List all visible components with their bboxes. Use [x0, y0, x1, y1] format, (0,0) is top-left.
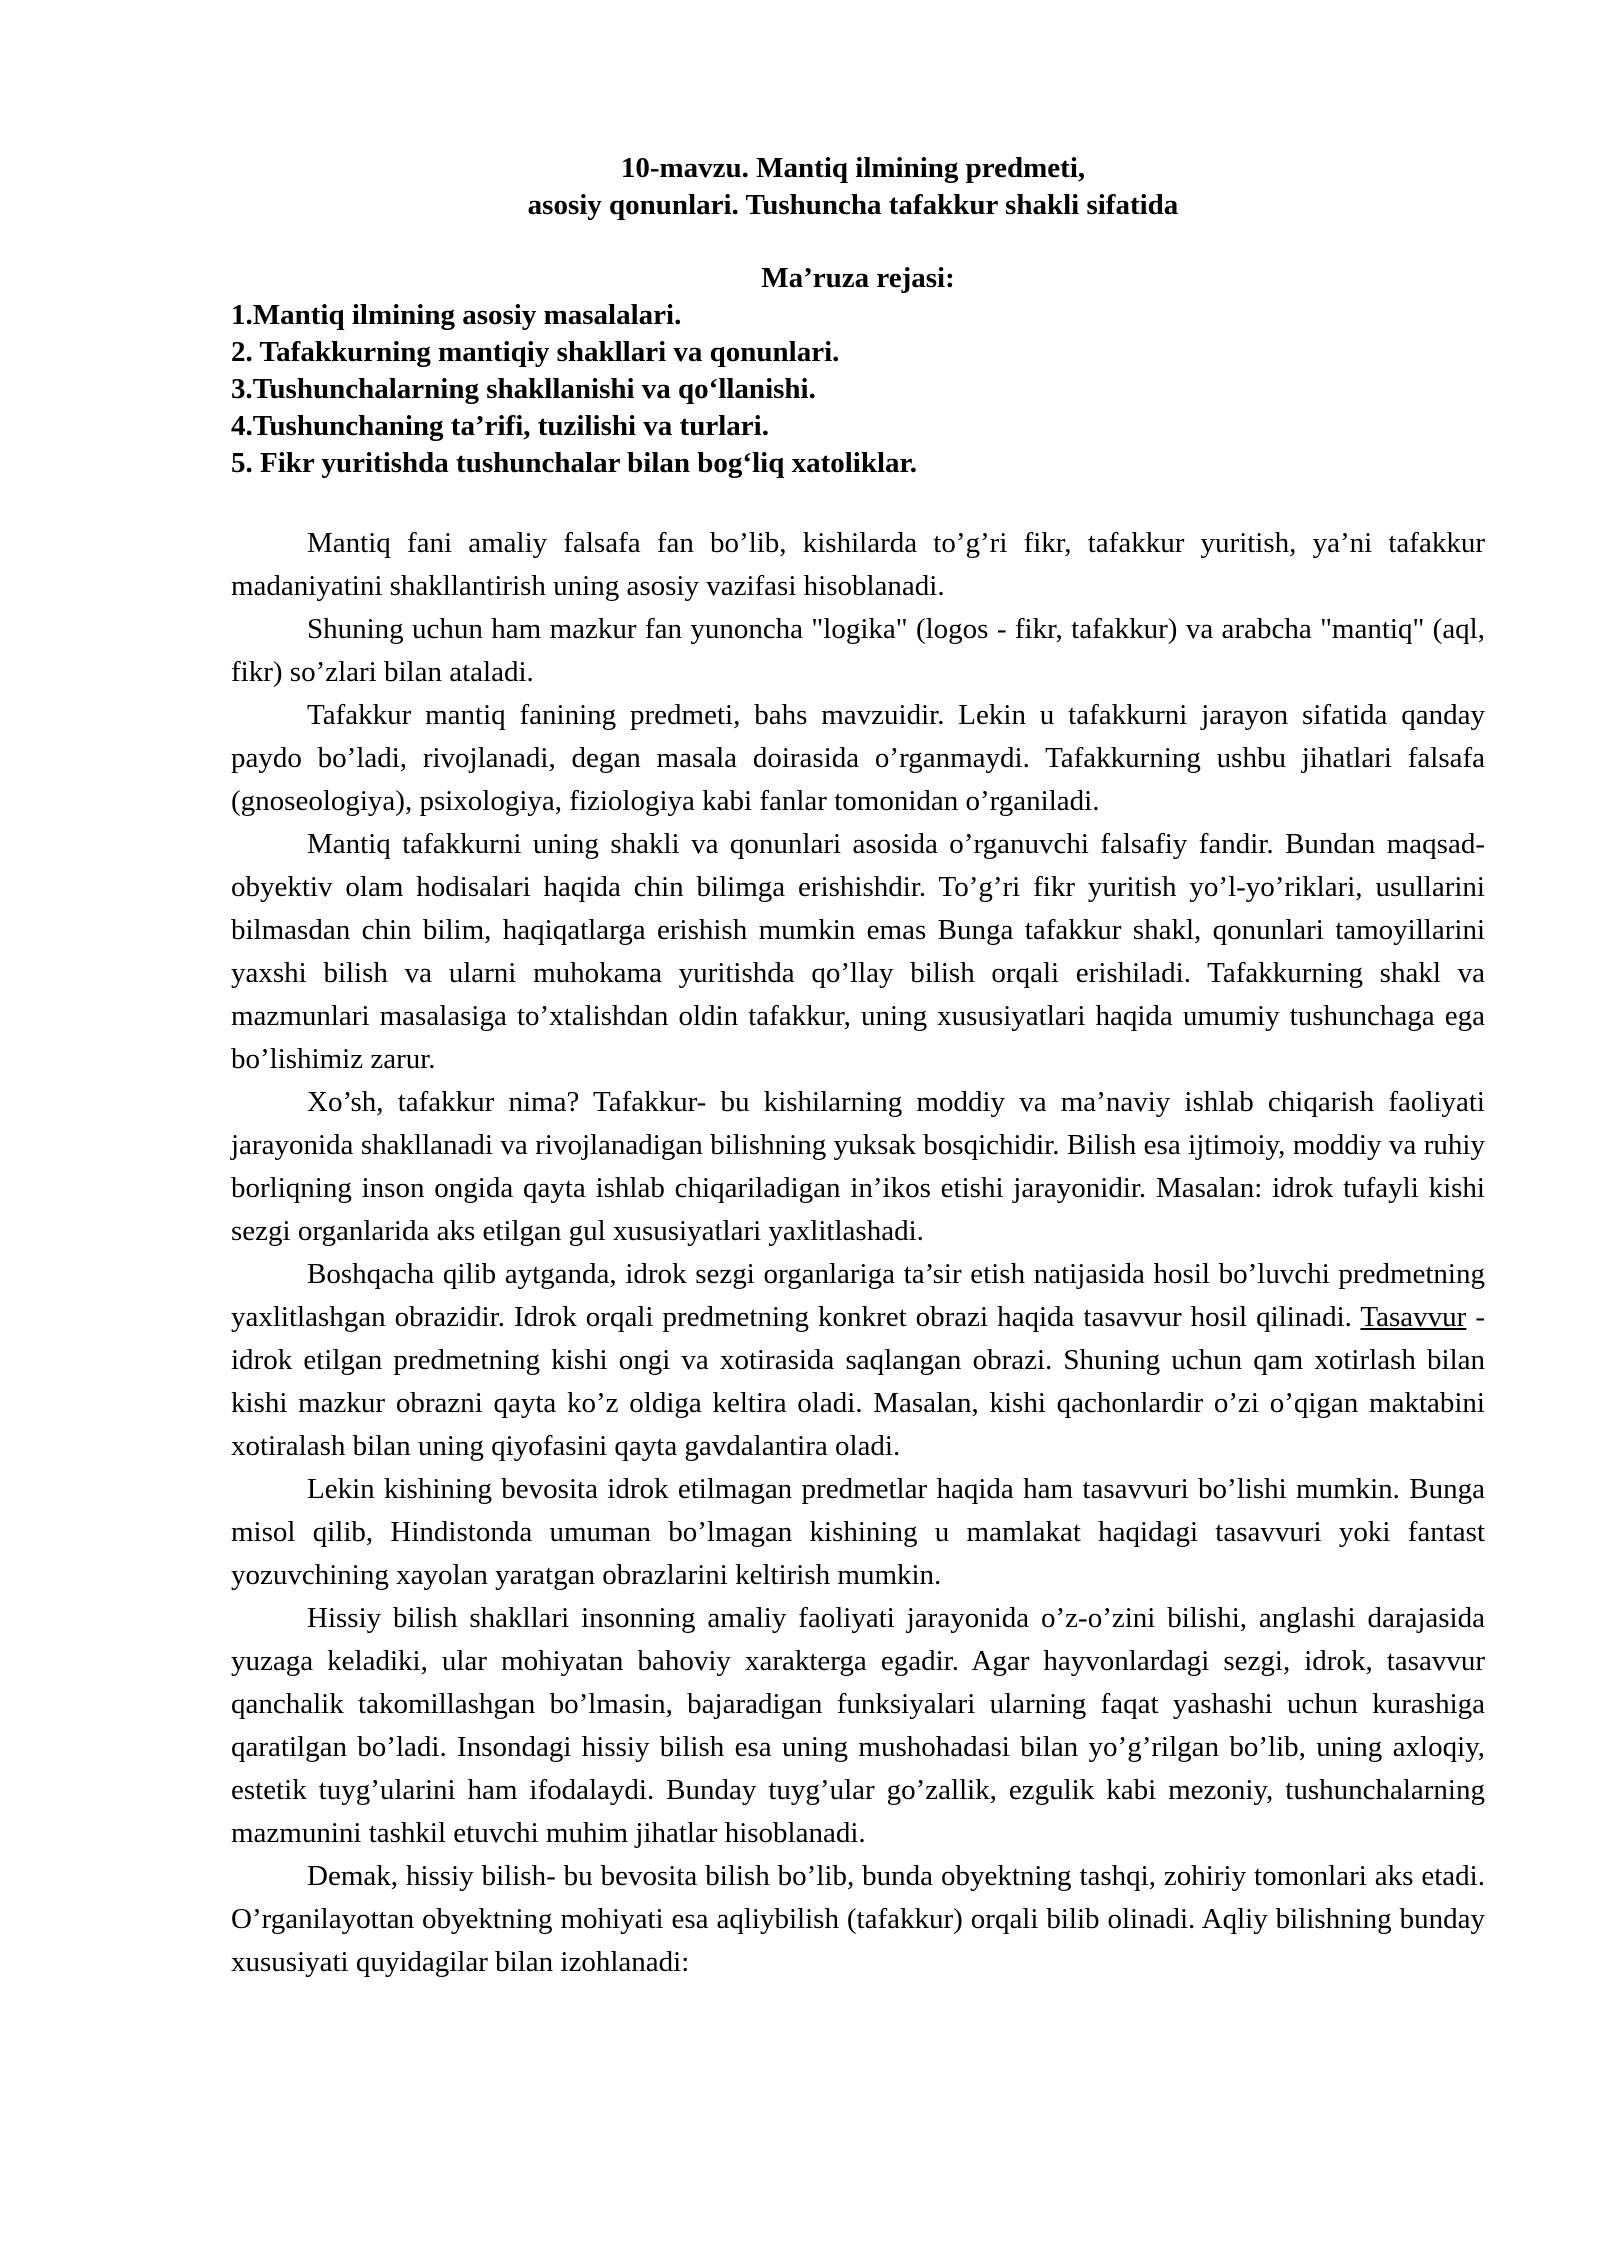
paragraph-text: - idrok etilgan predmetning kishi ongi va xotirasida saqlangan obrazi. Shuning uchun qam xotirlash bilan kishi mazkur obrazni qayta ko’z oldiga keltira oladi. Masalan, kishi qachonlardir o’zi o’qigan maktabini xotiralash bilan uning qiyofasini qayta gavdalantira oladi. — [231, 1301, 1485, 1462]
title-line-2: asosiy qonunlari. Tushuncha tafakkur shakli sifatida — [527, 189, 1179, 221]
body-paragraph: Xo’sh, tafakkur nima? Tafakkur- bu kishilarning moddiy va ma’naviy ishlab chiqarish faoliyati jarayonida shakllanadi va rivojlanadigan bilishning yuksak bosqichidir. Bilish esa ijtimoiy, moddiy va ruhiy borliqning inson ongida qayta ishlab chiqariladigan in’ikos etishi jarayonidir. Masalan: idrok tufayli kishi sezgi organlarida aks etilgan gul xususiyatlari yaxlitlashadi. — [231, 1086, 1485, 1247]
body-paragraph: Shuning uchun ham mazkur fan yunoncha "logika" (logos - fikr, tafakkur) va arabcha "mantiq" (aql, fikr) so’zlari bilan ataladi. — [231, 613, 1485, 688]
lecture-plan-list — [231, 297, 1485, 482]
underlined-term: Tasavvur — [1360, 1301, 1467, 1333]
body-paragraph-tasavvur — [231, 1253, 1485, 1468]
paragraph-text: Boshqacha qilib aytganda, idrok sezgi organlariga ta’sir etish natijasida hosil bo’luvchi predmetning yaxlitlashgan obrazidir. Idrok orqali predmetning konkret obrazi haqida tasavvur hosil qilinadi. — [231, 1258, 1485, 1333]
body-paragraph: Tafakkur mantiq fanining predmeti, bahs mavzuidir. Lekin u tafakkurni jarayon sifatida qanday paydo bo’ladi, rivojlanadi, degan masala doirasida o’rganmaydi. Tafakkurning ushbu jihatlari falsafa (gnoseologiya), psixologiya, fiziologiya kabi fanlar tomonidan o’rganiladi. — [231, 699, 1485, 817]
plan-item: 1.Mantiq ilmining asosiy masalalari. — [231, 299, 682, 331]
plan-item: 5. Fikr yuritishda tushunchalar bilan bog‘liq xatoliklar. — [231, 447, 917, 479]
body-paragraph: Hissiy bilish shakllari insonning amaliy faoliyati jarayonida o’z-o’zini bilishi, anglashi darajasida yuzaga keladiki, ular mohiyatan bahoviy xarakterga egadir. Agar hayvonlardagi sezgi, idrok, tasavvur qanchalik takomillashgan bo’lmasin, bajaradigan funksiyalari ularning faqat yashashi uchun kurashiga qaratilgan bo’ladi. Insondagi hissiy bilish esa uning mushohadasi bilan yo’g’rilgan bo’lib, uning axloqiy, estetik tuyg’ularini ham ifodalaydi. Bunday tuyg’ular go’zallik, ezgulik kabi mezoniy, tushunchalarning mazmunini tashkil etuvchi muhim jihatlar hisoblanadi. — [231, 1602, 1485, 1849]
plan-item: 3.Tushunchalarning shakllanishi va qo‘llanishi. — [231, 373, 816, 405]
body-paragraph: Demak, hissiy bilish- bu bevosita bilish bo’lib, bunda obyektning tashqi, zohiriy tomonlari aks etadi. O’rganilayottan obyektning mohiyati esa aqliybilish (tafakkur) orqali bilib olinadi. Aqliy bilishning bunday xususiyati quyidagilar bilan izohlanadi: — [231, 1860, 1485, 1978]
plan-item: 4.Tushunchaning ta’rifi, tuzilishi va turlari. — [231, 410, 769, 442]
document-title — [221, 150, 1485, 224]
body-paragraph: Mantiq fani amaliy falsafa fan bo’lib, kishilarda to’g’ri fikr, tafakkur yuritish, ya’ni tafakkur madaniyatini shakllantirish uning asosiy vazifasi hisoblanadi. — [231, 527, 1485, 602]
document-body — [231, 522, 1485, 1984]
lecture-plan-heading: Ma’ruza rejasi: — [761, 262, 955, 294]
body-paragraph: Lekin kishining bevosita idrok etilmagan predmetlar haqida ham tasavvuri bo’lishi mumkin. Bunga misol qilib, Hindistonda umuman bo’lmagan kishining u mamlakat haqidagi tasavvuri yoki fantast yozuvchining xayolan yaratgan obrazlarini keltirish mumkin. — [231, 1473, 1485, 1591]
body-paragraph: Mantiq tafakkurni uning shakli va qonunlari asosida o’rganuvchi falsafiy fandir. Bundan maqsad-obyektiv olam hodisalari haqida chin bilimga erishishdir. To’g’ri fikr yuritish yo’l-yo’riklari, usullarini bilmasdan chin bilim, haqiqatlarga erishish mumkin emas Bunga tafakkur shakl, qonunlari tamoyillarini yaxshi bilish va ularni muhokama yuritishda qo’llay bilish orqali erishiladi. Tafakkurning shakl va mazmunlari masalasiga to’xtalishdan oldin tafakkur, uning xususiyatlari haqida umumiy tushunchaga ega bo’lishimiz zarur. — [231, 828, 1485, 1075]
title-line-1: 10-mavzu. Mantiq ilmining predmeti, — [620, 152, 1086, 184]
document-page — [231, 150, 1485, 1984]
plan-item: 2. Tafakkurning mantiqiy shakllari va qonunlari. — [231, 336, 840, 368]
